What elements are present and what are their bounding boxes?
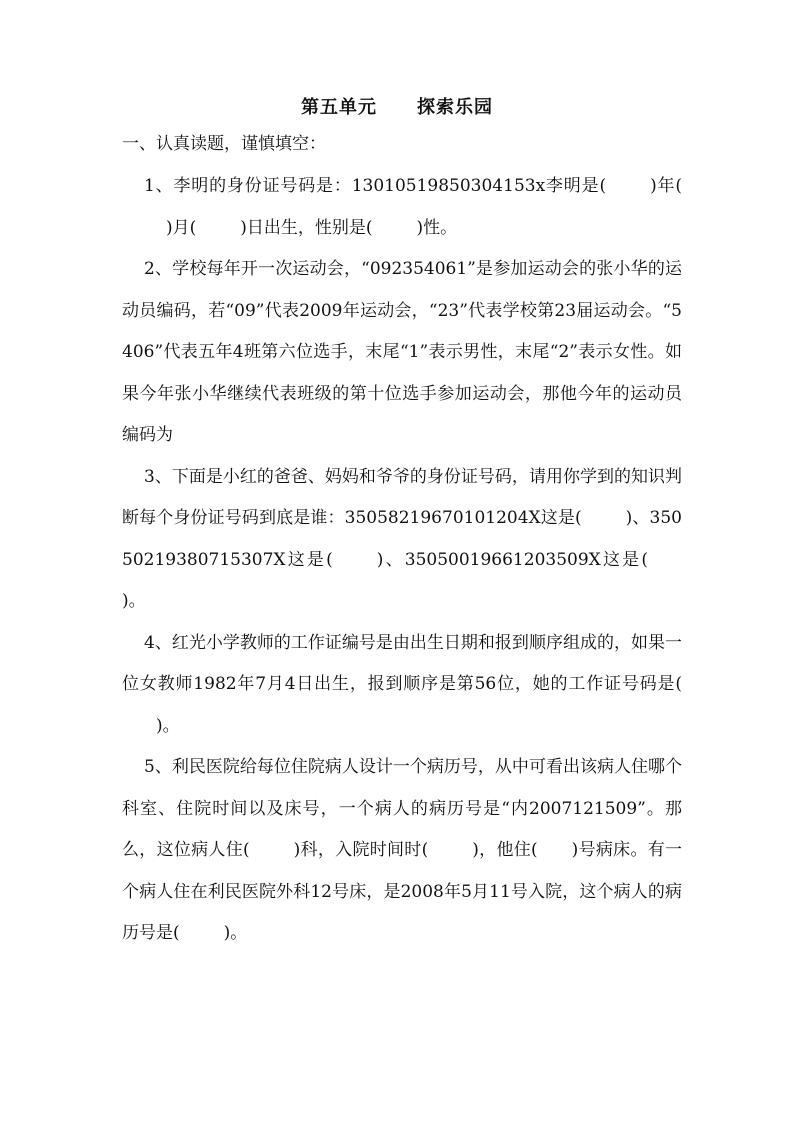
- question-text: )。: [223, 923, 248, 943]
- question-text: )性。: [416, 217, 458, 238]
- question-text: )。: [122, 591, 146, 611]
- question-text: 1、李明的身份证号码是：13010519850304153x李明是(: [144, 176, 607, 196]
- question-text: 4、红光小学教师的工作证编号是由出生日期和报到顺序组成的，如果一位女教师1982年7月4日出生，报到顺序是第56位，她的工作证号码是(: [122, 632, 682, 694]
- question-text: )年(: [650, 176, 683, 196]
- question-text: 3、下面是小红的爸爸、妈妈和爷爷的身份证号码，请用你学到的知识判断每个身份证号码到底是谁：35058219670101204X这是(: [122, 466, 682, 528]
- question-text: )科，入院时间时(: [293, 840, 429, 860]
- question-4: [122, 623, 682, 748]
- question-text: )，他住(: [472, 840, 538, 860]
- page-title: [0, 96, 794, 120]
- question-text: )号病床。有一个病人住在利民医院外科12号床，是2008年5月11号入院，这个病人的病历号是(: [122, 840, 683, 943]
- question-text: )。: [156, 715, 180, 736]
- question-list: [122, 166, 682, 955]
- section-heading: 一、认真读题，谨慎填空：: [122, 134, 326, 154]
- question-text: )日出生，性别是(: [240, 217, 373, 238]
- question-text: )、35050219380715307X这是(: [122, 508, 682, 570]
- question-5: [122, 747, 682, 955]
- question-1: [122, 166, 682, 249]
- question-text: 5、利民医院给每位住院病人设计一个病历号，从中可看出该病人住哪个科室、住院时间以及床号，一个病人的病历号是“内2007121509”。那么，这位病人住(: [122, 757, 682, 860]
- question-3: [122, 457, 682, 623]
- unit-subtitle: 探索乐园: [417, 97, 493, 118]
- question-text: )、35050019661203509X这是(: [376, 549, 648, 570]
- question-text: )月(: [166, 217, 197, 238]
- unit-title: 第五单元: [301, 97, 377, 118]
- question-2: 2、学校每年开一次运动会，“092354061”是参加运动会的张小华的运动员编码，若“09”代表2009年运动会，“23”代表学校第23届运动会。“5406”代表五年4班第六位选手，末尾“1”表示男性，末尾“2”表示女性。如果今年张小华继续代表班级的第十位选手参加运动会，那他今年的运动员编码为: [122, 259, 682, 445]
